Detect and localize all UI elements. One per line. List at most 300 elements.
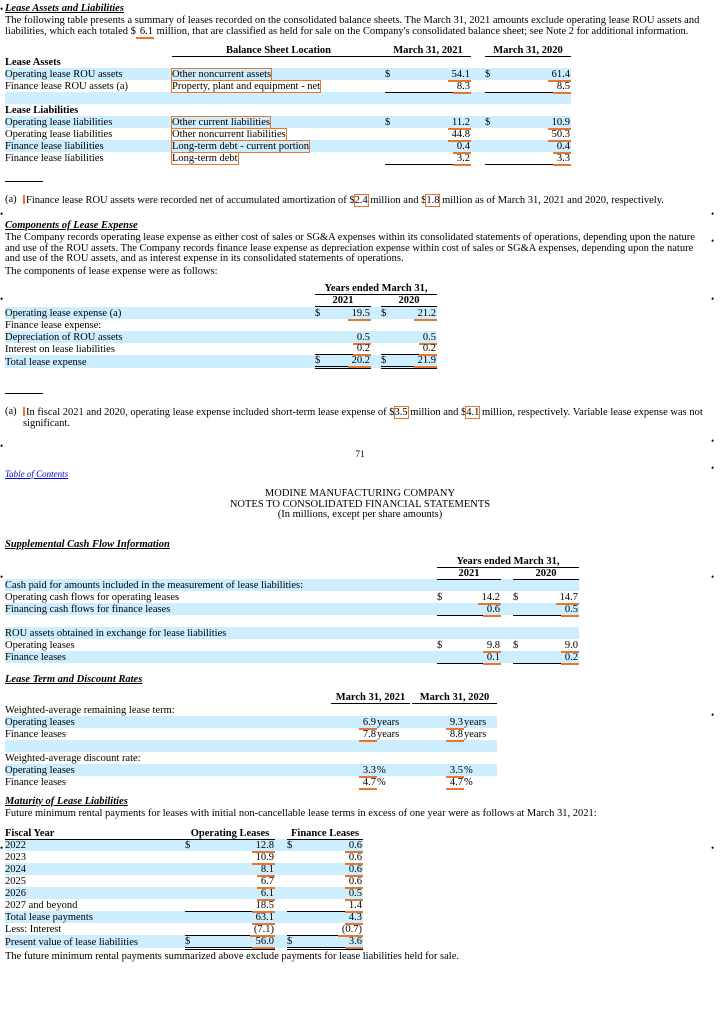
margin-bullet xyxy=(711,843,716,848)
dollar-sign xyxy=(185,923,199,935)
header-spacer xyxy=(5,556,437,568)
header-spacer xyxy=(5,691,331,704)
value-2021 xyxy=(399,68,471,80)
table-row xyxy=(5,851,363,863)
dollar-sign: $ xyxy=(485,69,491,80)
dollar-sign xyxy=(185,875,199,887)
header-march-31-2021: March 31, 2021 xyxy=(331,691,410,704)
annotated-location: Other noncurrent liabilities xyxy=(172,129,286,140)
value-operating xyxy=(199,923,275,935)
row-label: Less: Interest xyxy=(5,924,62,935)
dollar-sign: $ xyxy=(287,935,301,948)
row-label: Operating lease ROU assets xyxy=(5,69,123,80)
col-gap xyxy=(275,887,287,899)
value-2020 xyxy=(499,140,571,152)
table-row xyxy=(5,152,571,164)
row-label: Present value of lease liabilities xyxy=(5,937,138,948)
annotated-value: 0.2 xyxy=(561,652,579,665)
dollar-sign: $ xyxy=(185,935,199,948)
value-unit: % xyxy=(464,764,473,776)
col-gap xyxy=(275,899,287,911)
dollar-sign xyxy=(185,863,199,875)
annotated-value: 0.5 xyxy=(353,332,371,345)
table-of-contents-link-wrap xyxy=(5,469,715,479)
annotated-value: 21.9 xyxy=(414,355,437,368)
table-row xyxy=(5,591,579,603)
annotated-value: 9.3 xyxy=(446,717,464,730)
row-label: Finance lease liabilities xyxy=(5,153,104,164)
row-label: Operating lease expense (a) xyxy=(5,307,122,319)
annotated-value: (0.7) xyxy=(338,924,363,937)
balance-sheet-location xyxy=(172,116,385,128)
annotated-value: 0.4 xyxy=(553,141,571,154)
annotated-value: 14.7 xyxy=(556,592,579,605)
balance-sheet-location xyxy=(172,68,385,80)
balance-sheet-location xyxy=(172,128,385,140)
value-2020 xyxy=(395,331,437,343)
header-2020: 2020 xyxy=(381,295,437,307)
dollar-sign: $ xyxy=(315,307,321,319)
col-gap xyxy=(471,152,485,164)
components-lead: The components of lease expense were as follows: xyxy=(5,265,218,277)
section-row xyxy=(5,104,571,116)
col-gap xyxy=(275,826,287,839)
dollar-sign xyxy=(513,603,527,615)
value-2021 xyxy=(399,140,471,152)
col-gap xyxy=(371,331,381,343)
dollar-sign xyxy=(381,331,395,343)
margin-bullet xyxy=(711,436,716,441)
value-finance xyxy=(301,839,363,851)
annotated-value: 6.7 xyxy=(257,876,275,889)
dollar-sign: $ xyxy=(485,117,491,128)
value-operating xyxy=(199,935,275,948)
table-row xyxy=(5,899,363,911)
col-gap xyxy=(501,591,513,603)
value-2021 xyxy=(329,343,371,355)
annotated-value: 2.4 xyxy=(354,194,368,206)
annotated-location: Long-term debt xyxy=(172,153,238,164)
value-operating xyxy=(199,875,275,887)
dollar-sign: $ xyxy=(437,640,443,651)
row-label: 2023 xyxy=(5,852,26,863)
col-gap xyxy=(371,295,381,307)
value-unit: years xyxy=(464,728,487,740)
value-finance xyxy=(301,887,363,899)
dollar-sign: $ xyxy=(315,355,329,368)
footnote-a-2 xyxy=(5,407,715,429)
margin-bullet xyxy=(711,710,716,715)
dollar-sign: $ xyxy=(381,307,387,319)
annotation-caret xyxy=(23,195,25,204)
row-label: Finance leases xyxy=(5,728,66,740)
col-gap xyxy=(275,935,287,948)
row-label: Operating leases xyxy=(5,764,75,776)
annotated-value: 4.1 xyxy=(466,407,480,418)
cash-flow-table xyxy=(5,556,579,664)
annotated-location: Other noncurrent assets xyxy=(172,69,272,80)
col-gap xyxy=(501,651,513,663)
row-label: 2025 xyxy=(5,876,26,887)
value-unit: years xyxy=(377,716,400,728)
dollar-sign xyxy=(287,851,301,863)
annotated-value: 9.8 xyxy=(483,640,501,653)
dollar-sign xyxy=(185,899,199,911)
header-operating-leases: Operating Leases xyxy=(185,826,275,839)
col-gap xyxy=(471,68,485,80)
annotated-value: 3.5 xyxy=(446,765,464,778)
annotated-location: Property, plant and equipment - net xyxy=(172,81,321,92)
row-label: Total lease expense xyxy=(5,356,87,368)
dollar-sign xyxy=(287,875,301,887)
col-gap xyxy=(501,567,513,579)
table-row xyxy=(5,116,571,128)
annotated-value: 0.6 xyxy=(345,864,363,877)
footnote-a-1 xyxy=(5,195,715,207)
dollar-sign xyxy=(385,128,399,140)
dollar-sign xyxy=(381,343,395,355)
footnote-text xyxy=(23,407,715,429)
table-header-row xyxy=(5,567,579,579)
table-row xyxy=(5,319,437,331)
table-row xyxy=(5,776,497,788)
footnote-text-part: million, respectively. Variable lease expense was not significant. xyxy=(23,407,703,429)
dollar-sign xyxy=(385,152,399,164)
header-march-31-2020: March 31, 2020 xyxy=(412,691,497,704)
table-row xyxy=(5,343,437,355)
annotated-value: 8.5 xyxy=(553,81,571,94)
dollar-sign xyxy=(437,603,451,615)
margin-bullet xyxy=(711,572,716,577)
dollar-sign xyxy=(385,140,399,152)
units-note: (In millions, except per share amounts) xyxy=(277,509,443,520)
dollar-sign: $ xyxy=(513,592,519,603)
table-row xyxy=(5,128,571,140)
row-label: Operating leases xyxy=(5,716,75,728)
table-header-row xyxy=(5,826,363,839)
closing-paragraph: The future minimum rental payments summarized above exclude payments for lease liabilities held for sale. xyxy=(5,950,459,962)
section-row xyxy=(5,704,497,716)
row-label: Interest on lease liabilities xyxy=(5,343,115,355)
value-2021 xyxy=(329,331,371,343)
row-label: Financing cash flows for finance leases xyxy=(5,604,171,615)
annotated-value: 0.4 xyxy=(453,141,471,154)
annotated-value: 18.5 xyxy=(252,900,275,913)
value-operating xyxy=(199,911,275,923)
maturity-table xyxy=(5,826,363,950)
header-march-31-2021: March 31, 2021 xyxy=(385,43,471,56)
annotated-value: 20.2 xyxy=(348,355,371,368)
row-label: 2022 xyxy=(5,840,26,851)
row-label: Operating cash flows for operating leases xyxy=(5,592,180,603)
annotated-value: 6.9 xyxy=(359,717,377,730)
section-row xyxy=(5,56,571,68)
value-operating xyxy=(199,887,275,899)
annotated-value: 4.3 xyxy=(345,912,363,925)
table-row xyxy=(5,716,497,728)
value-2020 xyxy=(412,716,464,728)
annotated-value: 0.5 xyxy=(345,888,363,901)
row-label: Depreciation of ROU assets xyxy=(5,331,123,343)
intro-text-before: The following table presents a summary of leases recorded on the consolidated balance sheets. The March 31, 2021 amounts exclude operating lease ROU assets and liabilities, which each totaled $ xyxy=(5,15,700,37)
col-gap xyxy=(471,128,485,140)
header-spacer xyxy=(5,567,437,579)
section-heading-lease-term-discount-rates: Lease Term and Discount Rates xyxy=(5,673,143,685)
footnote-text-part: Finance lease ROU assets were recorded net of accumulated amortization of $ xyxy=(26,194,355,206)
table-row xyxy=(5,764,497,776)
lease-expense-table xyxy=(5,283,437,369)
col-gap xyxy=(501,639,513,651)
table-row xyxy=(5,875,363,887)
header-finance-leases: Finance Leases xyxy=(287,826,363,839)
annotated-value: 44.8 xyxy=(448,129,471,142)
value-2020 xyxy=(412,728,464,740)
annotated-value: 3.3 xyxy=(359,765,377,778)
row-label: Operating leases xyxy=(5,640,75,651)
row-label: Operating lease liabilities xyxy=(5,117,113,128)
dollar-sign xyxy=(485,80,499,92)
col-gap xyxy=(275,923,287,935)
footnote-divider xyxy=(5,181,43,182)
total-row xyxy=(5,355,437,368)
value-2020 xyxy=(412,764,464,776)
section-row xyxy=(5,579,579,591)
section-label: Lease Liabilities xyxy=(5,105,79,116)
margin-bullet xyxy=(0,209,5,214)
value-operating xyxy=(199,899,275,911)
value-finance xyxy=(301,863,363,875)
balance-sheet-location xyxy=(172,152,385,164)
company-header xyxy=(5,489,715,521)
annotated-value: 8.1 xyxy=(257,864,275,877)
table-header-row xyxy=(5,283,437,295)
annotated-value: 21.2 xyxy=(414,308,437,321)
header-balance-sheet-location: Balance Sheet Location xyxy=(172,43,385,56)
annotated-value: 0.5 xyxy=(561,604,579,617)
value-2020 xyxy=(412,776,464,788)
row-label: Total lease payments xyxy=(5,912,93,923)
dollar-sign xyxy=(485,140,499,152)
section-label: Cash paid for amounts included in the measurement of lease liabilities: xyxy=(5,580,304,591)
annotated-value: 50.3 xyxy=(548,129,571,142)
value-2021 xyxy=(399,128,471,140)
header-march-31-2020: March 31, 2020 xyxy=(485,43,571,56)
value-2020 xyxy=(527,603,579,615)
col-gap xyxy=(275,911,287,923)
value-2020 xyxy=(499,68,571,80)
dollar-sign xyxy=(315,343,329,355)
dollar-sign xyxy=(287,887,301,899)
lease-term-table xyxy=(5,691,497,788)
section-heading-lease-assets-liabilities: Lease Assets and Liabilities xyxy=(5,3,124,14)
value-2020 xyxy=(527,651,579,663)
value-2021 xyxy=(329,307,371,319)
annotated-value: 0.6 xyxy=(345,876,363,889)
dollar-sign: $ xyxy=(185,840,191,851)
value-unit: % xyxy=(464,776,473,788)
margin-bullet xyxy=(0,441,5,446)
margin-bullet xyxy=(711,294,716,299)
header-2021: 2021 xyxy=(437,567,501,579)
annotated-value: 3.2 xyxy=(453,153,471,166)
footnote-text-part: In fiscal 2021 and 2020, operating lease expense included short-term lease expense of $ xyxy=(26,407,395,418)
table-header-row xyxy=(5,43,571,56)
value-2021 xyxy=(399,80,471,92)
col-gap xyxy=(371,355,381,368)
table-row xyxy=(5,80,571,92)
header-2021: 2021 xyxy=(315,295,371,307)
annotated-value: 1.4 xyxy=(345,900,363,913)
footnote-marker: (a) xyxy=(5,193,17,205)
annotated-value: 12.8 xyxy=(252,840,275,853)
value-2021 xyxy=(399,116,471,128)
dollar-sign xyxy=(485,128,499,140)
intro-text-after: million, that are classified as held for sale on the Company's consolidated balance sheet; see Note 2 for additional information. xyxy=(154,25,689,37)
total-row xyxy=(5,935,363,948)
value-2020 xyxy=(527,639,579,651)
annotated-value: 3.5 xyxy=(394,407,408,418)
value-finance xyxy=(301,899,363,911)
annotation-caret xyxy=(23,407,25,416)
dollar-sign xyxy=(287,911,301,923)
annotated-value: 19.5 xyxy=(348,308,371,321)
value-operating xyxy=(199,863,275,875)
table-row xyxy=(5,307,437,319)
maturity-lead: Future minimum rental payments for leases with initial non-cancellable lease terms in excess of one year were as follows at March 31, 2021: xyxy=(5,807,597,819)
dollar-sign xyxy=(385,80,399,92)
value-unit: years xyxy=(464,716,487,728)
table-row xyxy=(5,68,571,80)
footnote-text-part: million and $ xyxy=(367,194,427,206)
footnote-text-part: million as of March 31, 2021 and 2020, respectively. xyxy=(439,194,664,206)
balance-sheet-location xyxy=(172,80,385,92)
table-row xyxy=(5,839,363,851)
balance-sheet-location xyxy=(172,140,385,152)
col-gap xyxy=(275,863,287,875)
dollar-sign xyxy=(287,923,301,935)
value-finance xyxy=(301,875,363,887)
dollar-sign xyxy=(485,152,499,164)
intro-paragraph xyxy=(5,16,715,37)
annotated-value: 4.7 xyxy=(359,777,377,790)
section-heading-maturity-of-lease-liabilities: Maturity of Lease Liabilities xyxy=(5,795,128,807)
table-header-row xyxy=(5,691,497,704)
col-gap xyxy=(371,343,381,355)
annotated-value: 56.0 xyxy=(252,936,275,949)
section-label: Weighted-average remaining lease term: xyxy=(5,704,175,716)
annotated-value: 63.1 xyxy=(252,912,275,925)
dollar-sign: $ xyxy=(381,355,395,368)
section-heading-components-of-lease-expense: Components of Lease Expense xyxy=(5,220,138,231)
value-operating xyxy=(199,851,275,863)
dollar-sign xyxy=(287,899,301,911)
annotated-value: 7.8 xyxy=(359,729,377,742)
value-2020 xyxy=(395,343,437,355)
section-label: ROU assets obtained in exchange for lease liabilities xyxy=(5,628,227,639)
col-gap xyxy=(471,140,485,152)
annotated-location: Long-term debt - current portion xyxy=(172,141,310,152)
row-label: 2027 and beyond xyxy=(5,900,78,911)
value-finance xyxy=(301,911,363,923)
table-row xyxy=(5,603,579,615)
value-finance xyxy=(301,935,363,948)
header-years-ended: Years ended March 31, xyxy=(315,283,437,295)
annotated-value: 4.7 xyxy=(446,777,464,790)
value-unit: % xyxy=(377,764,386,776)
value-unit: years xyxy=(377,728,400,740)
row-label: Finance lease liabilities xyxy=(5,141,104,152)
row-label: 2024 xyxy=(5,864,26,875)
spacer-row xyxy=(5,92,571,104)
dollar-sign: $ xyxy=(385,69,391,80)
col-gap xyxy=(471,116,485,128)
annotated-value: (7.1) xyxy=(250,924,275,937)
section-row xyxy=(5,627,579,639)
annotated-value: 0.6 xyxy=(345,852,363,865)
margin-bullet xyxy=(0,843,5,848)
footnote-text-part: million and $ xyxy=(407,407,467,418)
col-gap xyxy=(501,603,513,615)
annotated-value: 0.6 xyxy=(345,840,363,853)
annotated-value: 1.8 xyxy=(426,194,440,206)
table-of-contents-link[interactable]: Table of Contents xyxy=(5,469,69,479)
col-gap xyxy=(371,307,381,319)
annotated-value: 9.0 xyxy=(561,640,579,653)
row-label: 2026 xyxy=(5,888,26,899)
annotated-value: 3.6 xyxy=(345,936,363,949)
header-spacer xyxy=(5,283,315,295)
value-finance xyxy=(301,923,363,935)
value-2021 xyxy=(451,639,501,651)
header-2020: 2020 xyxy=(513,567,579,579)
dollar-sign: $ xyxy=(513,640,519,651)
section-heading-supplemental-cash-flow: Supplemental Cash Flow Information xyxy=(5,538,170,550)
page-number: 71 xyxy=(355,450,365,460)
col-gap xyxy=(275,875,287,887)
value-2021 xyxy=(331,776,377,788)
dollar-sign xyxy=(513,651,527,663)
annotated-value: 0.5 xyxy=(419,332,437,345)
value-2021 xyxy=(331,716,377,728)
annotated-value: 6.1 xyxy=(136,26,154,39)
footnote-text xyxy=(23,195,715,207)
col-gap xyxy=(471,43,485,56)
annotated-value: 0.6 xyxy=(483,604,501,617)
dollar-sign xyxy=(185,911,199,923)
value-2020 xyxy=(499,152,571,164)
section-row xyxy=(5,752,497,764)
table-row xyxy=(5,651,579,663)
annotated-value: 0.2 xyxy=(419,343,437,356)
value-finance xyxy=(301,851,363,863)
section-label: Weighted-average discount rate: xyxy=(5,752,141,764)
company-name: MODINE MANUFACTURING COMPANY xyxy=(264,488,456,499)
value-2021 xyxy=(331,764,377,776)
header-fiscal-year: Fiscal Year xyxy=(5,826,185,839)
dollar-sign xyxy=(437,651,451,663)
spacer-row xyxy=(5,740,497,752)
value-2021 xyxy=(331,728,377,740)
row-label: Operating lease liabilities xyxy=(5,129,113,140)
dollar-sign xyxy=(185,887,199,899)
table-header-row xyxy=(5,295,437,307)
annotated-location: Other current liabilities xyxy=(172,117,270,128)
header-spacer xyxy=(5,43,172,56)
section-label: Lease Assets xyxy=(5,57,61,68)
annotated-value: 10.9 xyxy=(548,117,571,130)
annotated-value: 61.4 xyxy=(548,69,571,82)
table-row xyxy=(5,887,363,899)
